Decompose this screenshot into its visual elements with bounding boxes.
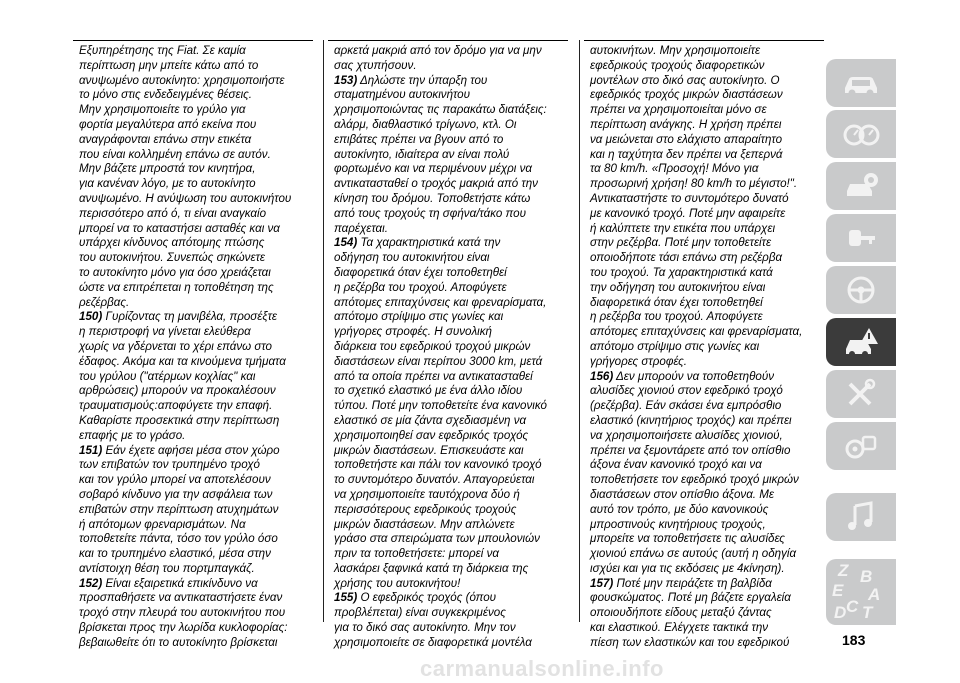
text-line: πίεση των ελαστικών και του εφεδρικού xyxy=(590,635,790,649)
text-line: πρέπει να ξεμοντάρετε από τον οπίσθιο xyxy=(590,443,791,457)
text-line: χρησιμοποιηθεί σαν εφεδρικός τροχός xyxy=(334,428,529,442)
text-line: περίπτωση μην μπείτε κάτω από το xyxy=(79,58,259,72)
text-line: ανυψωμένο αυτοκίνητο: χρησιμοποιήστε xyxy=(79,73,285,87)
tab-multimedia[interactable] xyxy=(826,493,896,541)
text-line: τα 80 km/h. «Προσοχή! Μόνο για xyxy=(590,162,759,176)
text-line: των επιβατών τον τρυπημένο τροχό xyxy=(79,458,260,472)
text-line: ώστε να επιτρέπεται η τοποθέτηση της xyxy=(79,280,274,294)
text-line: βεβαιωθείτε ότι το αυτοκίνητο βρίσκεται xyxy=(79,635,278,649)
text-line: και ελαστικού. Ελέγχετε τακτικά την xyxy=(590,621,769,635)
text-line: να χρησιμοποιείτε ταυτόχρονα δύο ή xyxy=(334,487,520,501)
text-line: αυτό τον τρόπο, με δύο κανονικούς xyxy=(590,502,769,516)
tab-dashboard[interactable] xyxy=(826,110,896,158)
text-line: χρησιμοποιώντας τις παρακάτω διατάξεις: xyxy=(334,103,547,117)
text-line: του τροχού. Τα χαρακτηριστικά κατά xyxy=(590,265,773,279)
text-line: αρκετά μακριά από τον δρόμο για να μην xyxy=(334,44,542,57)
car-safety-icon xyxy=(841,169,881,203)
text-line: χιονιού επάνω σε αυτούς (αυτή η οδηγία xyxy=(590,547,797,561)
text-line: και η ταχύτητα δεν πρέπει να ξεπερνά xyxy=(590,147,783,161)
text-line: να χρησιμοποιήσετε αλυσίδες χιονιού, xyxy=(590,428,783,442)
text-line: 150) Γυρίζοντας τη μανιβέλα, προσέξτε xyxy=(79,310,278,324)
text-line: 155) Ο εφεδρικός τροχός (όπου xyxy=(334,591,497,605)
text-line: του γρύλου ("ατέρμων κοχλίας" και xyxy=(79,369,256,383)
text-line: τοποθετήστε και πάλι τον κανονικό τροχό xyxy=(334,458,542,472)
text-line: παρέχεται. xyxy=(334,221,388,235)
text-line: τροχό στην πλευρά του αυτοκινήτου που xyxy=(79,606,286,620)
tab-driving[interactable] xyxy=(826,266,896,314)
text-line: αλυσίδες χιονιού στον εφεδρικό τροχό xyxy=(590,384,783,398)
text-line: Εξυπηρέτησης της Fiat. Σε καμία xyxy=(79,44,246,57)
text-line: 151) Εάν έχετε αφήσει μέσα στον χώρο xyxy=(79,443,280,457)
text-line: 152) Είναι εξαιρετικά επικίνδυνο να xyxy=(79,576,258,590)
technical-data-icon xyxy=(841,429,881,463)
tab-technical-data[interactable] xyxy=(826,422,896,470)
text-line: υπάρχει κίνδυνος απότομης πτώσης xyxy=(79,236,265,250)
text-line: τοποθετήσετε τον εφεδρικό τροχό μικρών xyxy=(590,473,799,487)
text-line: φορτία μεγαλύτερα από εκείνα που xyxy=(79,117,257,131)
text-line: το σχετικό ελαστικό με ένα άλλο ιδίου xyxy=(334,384,523,398)
tab-car[interactable] xyxy=(826,59,896,107)
column-lines xyxy=(328,41,568,651)
tab-safety[interactable] xyxy=(826,162,896,210)
text-line: απότομο στρίψιμο στις γωνίες και xyxy=(590,339,760,353)
text-line: και το τρυπημένο ελαστικό, μέσα στην xyxy=(79,547,271,561)
text-line: χρήσης του αυτοκινήτου! xyxy=(334,576,461,590)
index-letter: B xyxy=(860,567,873,586)
text-column-2 xyxy=(328,40,568,649)
page-number: 183 xyxy=(842,632,866,648)
text-line: βρίσκεται προς την λωρίδα κυκλοφορίας: xyxy=(79,621,288,635)
text-line: πριν τα τοποθετήσετε: μπορεί να xyxy=(334,547,499,561)
text-line: την οδήγηση του αυτοκινήτου είναι xyxy=(590,280,766,294)
column-lines xyxy=(73,41,313,651)
text-line: απότομες επιταχύνσεις και φρεναρίσματα, xyxy=(334,295,547,309)
text-line: και τον γρύλο μπορεί να αποτελέσουν xyxy=(79,473,271,487)
text-line: του αυτοκινήτου. Συνεπώς σηκώνετε xyxy=(79,251,266,265)
text-line: το συντομότερο δυνατόν. Απαγορεύεται xyxy=(334,473,535,487)
text-line: (ρεζέρβα). Εάν σκάσει ένα εμπρόσθιο xyxy=(590,399,782,413)
text-line: επιβάτες πρέπει να βγουν από το xyxy=(334,132,504,146)
text-line: αρθρώσεις) μπορούν να προκαλέσουν xyxy=(79,384,276,398)
text-line: μοντέλων στο δικό σας αυτοκίνητο. Ο xyxy=(590,73,780,87)
text-line: 154) Τα χαρακτηριστικά κατά την xyxy=(334,236,501,250)
text-line: ρεζέρβας. xyxy=(79,295,130,309)
text-line: χωρίς να γδέρνεται το χέρι επάνω στο xyxy=(79,339,272,353)
text-line: οδήγηση του αυτοκινήτου είναι xyxy=(334,251,490,265)
index-letter: E xyxy=(832,581,844,600)
text-line: Μην χρησιμοποιείτε το γρύλο για xyxy=(79,103,246,117)
text-line: που είναι κολλημένη επάνω σε αυτόν. xyxy=(79,147,271,161)
text-line: κίνηση του δρόμου. Τοποθετήστε κάτω xyxy=(334,191,531,205)
text-line: ισχύει και για τις εκδόσεις με 4κίνηση). xyxy=(590,561,785,575)
text-column-3 xyxy=(584,40,824,649)
maintenance-tools-icon xyxy=(841,377,881,411)
text-line: γράσο στα σπειρώματα των μπουλονιών xyxy=(334,532,540,546)
text-line: στην ρεζέρβα. Ποτέ μην τοποθετείτε xyxy=(590,236,772,250)
text-line: εφεδρικούς τροχούς διαφορετικών xyxy=(590,58,765,72)
text-line: αντίστοιχη θέση του πορτμπαγκάζ. xyxy=(79,561,255,575)
text-line: με κανονικό τροχό. Ποτέ μην αφαιρείτε xyxy=(590,206,786,220)
text-line: μπροστινούς κινητήριους τροχούς, xyxy=(590,517,766,531)
text-line: προσπαθήσετε να αντικαταστήσετε έναν xyxy=(79,591,283,605)
text-column-1 xyxy=(73,40,313,649)
index-letter: A xyxy=(868,585,881,604)
text-line: σταματημένου αυτοκινήτου xyxy=(334,88,471,102)
text-line: αντικατασταθεί ο τροχός μακριά από την xyxy=(334,177,538,191)
text-line: τοποθετείτε πάντα, τόσο τον γρύλο όσο xyxy=(79,532,278,546)
text-line: Αντικαταστήστε το συντομότερο δυνατό xyxy=(590,191,789,205)
text-line: τραυματισμούς:αποφύγετε την επαφή. xyxy=(79,399,273,413)
text-line: το μόνο στις ενδεδειγμένες θέσεις. xyxy=(79,88,253,102)
tab-emergency[interactable] xyxy=(826,318,896,366)
car-key-icon xyxy=(841,221,881,255)
text-line: διαφορετικά όταν έχει τοποθετηθεί xyxy=(334,265,507,279)
text-line: ανυψωμένο. Η ανύψωση του αυτοκινήτου xyxy=(79,191,292,205)
text-line: περίπτωση ανάγκης. Η χρήση πρέπει xyxy=(590,117,782,131)
text-line: ελαστικό σε μία ζάντα σχεδιασμένη να xyxy=(334,413,527,427)
multimedia-icon xyxy=(841,500,881,534)
text-line: διαστάσεων είναι περίπου 3000 km, μετά xyxy=(334,354,543,368)
text-line: ελαστικό (κινητήριος τροχός) και πρέπει xyxy=(590,413,792,427)
car-icon xyxy=(841,66,881,100)
text-line: από τους τροχούς τη σφήνα/τάκο που xyxy=(334,206,526,220)
text-line: περισσότερους εφεδρικούς τροχούς xyxy=(334,502,517,516)
text-line: σας χτυπήσουν. xyxy=(334,58,417,72)
text-line: απότομες επιταχύνσεις και φρεναρίσματα, xyxy=(590,325,803,339)
index-letter: D xyxy=(834,603,847,622)
text-line: αυτοκινήτων. Μην χρησιμοποιείτε xyxy=(590,44,761,57)
text-line: Μην βάζετε μπροστά τον κινητήρα, xyxy=(79,162,256,176)
text-line: έδαφος. Ακόμα και τα κινούμενα τμήματα xyxy=(79,354,286,368)
text-line: η ρεζέρβα του τροχού. Αποφύγετε xyxy=(334,280,507,294)
text-line: οποιοδήποτε τάσι επάνω στη ρεζέρβα xyxy=(590,251,783,265)
text-line: φορτωμένο και να περιμένουν μέχρι να xyxy=(334,162,532,176)
text-line: διαφορετικά όταν έχει τοποθετηθεί xyxy=(590,295,763,309)
text-line: απότομο στρίψιμο στις γωνίες και xyxy=(334,310,504,324)
tab-index[interactable] xyxy=(826,559,896,625)
text-line: διάρκεια του εφεδρικού τροχού μικρών xyxy=(334,339,531,353)
text-line: λασκάρει ξαφνικά κατά τη διάρκεια της xyxy=(334,561,529,575)
text-line: τύπου. Ποτέ μην τοποθετείτε ένα κανονικό xyxy=(334,399,547,413)
emergency-breakdown-icon xyxy=(841,325,881,359)
text-line: να μειώνεται στο ελάχιστο απαραίτητο xyxy=(590,132,783,146)
footer-watermark: carmanualsonline.info xyxy=(420,656,664,681)
text-line: 153) Δηλώστε την ύπαρξη του xyxy=(334,73,488,87)
text-line: αναγράφονται επάνω στην ετικέτα xyxy=(79,132,252,146)
text-line: η περιστροφή να γίνεται ελεύθερα xyxy=(79,325,251,339)
text-line: προσωρινή χρήση! 80 km/h το μέγιστο!". xyxy=(590,177,798,191)
text-line: μπορεί να το καταστήσει ασταθές και να xyxy=(79,221,280,235)
text-line: επιβατών στην περίπτωση ατυχημάτων xyxy=(79,502,279,516)
text-line: το αυτοκίνητο μόνο για όσο χρειάζεται xyxy=(79,265,271,279)
text-line: 156) Δεν μπορούν να τοποθετηθούν xyxy=(590,369,774,383)
text-line: φουσκώματος. Ποτέ μη βάζετε εργαλεία xyxy=(590,591,791,605)
dashboard-gauges-icon xyxy=(841,117,881,151)
column-divider xyxy=(323,40,324,622)
index-letter: C xyxy=(846,597,859,616)
text-line: σοβαρό κίνδυνο για την ασφάλεια των xyxy=(79,487,273,501)
text-line: γρήγορες στροφές. Η συνολική xyxy=(334,325,492,339)
text-line: διαστάσεων στον οπίσθιο άξονα. Με xyxy=(590,487,774,501)
text-line: από τα οποία πρέπει να αντικατασταθεί xyxy=(334,369,533,383)
column-lines xyxy=(584,41,824,651)
text-line: μικρών διαστάσεων. Μην απλώνετε xyxy=(334,517,515,531)
text-line: προβλέπεται) είναι συγκεκριμένος xyxy=(334,606,506,620)
index-letter: T xyxy=(862,603,873,622)
text-line: περισσότερο από ό, τι είναι αναγκαίο xyxy=(79,206,267,220)
steering-wheel-icon xyxy=(841,273,881,307)
text-line: Καθαρίστε προσεκτικά στην περίπτωση xyxy=(79,413,280,427)
text-line: εφεδρικός τροχός μικρών διαστάσεων xyxy=(590,88,783,102)
text-line: η ρεζέρβα του τροχού. Αποφύγετε xyxy=(590,310,763,324)
text-line: ή απότομων φρεναρισμάτων. Να xyxy=(79,517,246,531)
text-line: αυτοκίνητο, ιδιαίτερα αν είναι πολύ xyxy=(334,147,510,161)
text-line: αλάρμ, διαθλαστικό τρίγωνο, κτλ. Οι xyxy=(334,117,517,131)
text-line: γρήγορες στροφές. xyxy=(590,354,688,368)
tab-maintenance[interactable] xyxy=(826,370,896,418)
text-line: μπορείτε να τοποθετήσετε τις αλυσίδες xyxy=(590,532,785,546)
text-line: 157) Ποτέ μην πειράζετε τη βαλβίδα xyxy=(590,576,772,590)
text-line: χρησιμοποιείτε σε διαφορετικά μοντέλα xyxy=(334,635,532,649)
text-line: οποιουδήποτε είδους μεταξύ ζάντας xyxy=(590,606,772,620)
text-line: μικρών διαστάσεων. Επισκευάστε και xyxy=(334,443,524,457)
tab-key[interactable] xyxy=(826,214,896,262)
text-line: για κανέναν λόγο, με το αυτοκίνητο xyxy=(79,177,256,191)
text-line: άξονα έναν κανονικό τροχό και να xyxy=(590,458,762,472)
text-line: για το δικό σας αυτοκίνητο. Μην τον xyxy=(334,621,516,635)
index-letter: Z xyxy=(838,561,849,580)
text-line: επαφής με το γράσο. xyxy=(79,428,186,442)
column-divider xyxy=(579,40,580,622)
text-line: ή καλύπτετε την ετικέτα που υπάρχει xyxy=(590,221,776,235)
text-line: πρέπει να χρησιμοποιείται μόνο σε xyxy=(590,103,767,117)
